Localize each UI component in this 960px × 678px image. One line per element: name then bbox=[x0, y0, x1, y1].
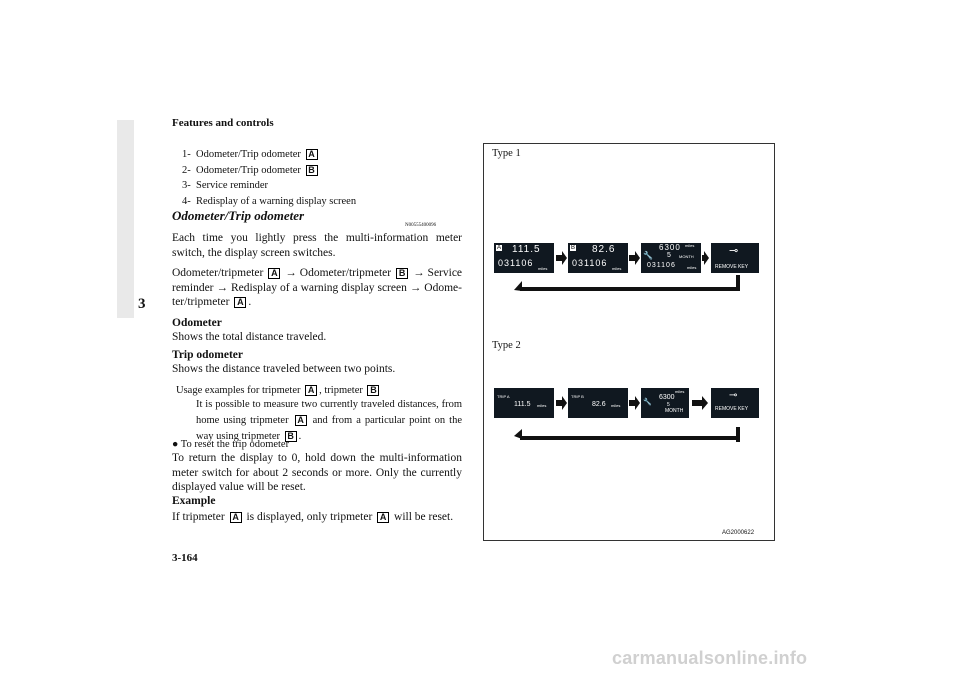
trip-label: TRIP B bbox=[571, 394, 584, 399]
display-badge: A bbox=[497, 245, 502, 251]
badge-a: A bbox=[295, 415, 307, 426]
sequence-text: . bbox=[248, 296, 252, 308]
right-arrow-icon bbox=[556, 251, 567, 265]
odometer-value: 031106 bbox=[572, 258, 608, 268]
bullet-icon: ● bbox=[172, 439, 179, 450]
service-months: 5 bbox=[667, 402, 670, 408]
section-title: Odometer/Trip odometer bbox=[172, 208, 305, 223]
list-item bbox=[182, 163, 356, 179]
watermark: carmanualsonline.info bbox=[612, 648, 808, 668]
badge-b: B bbox=[306, 165, 318, 176]
example-part: If tripmeter bbox=[172, 511, 225, 523]
usage-text: and from a particular point on the way using tripmeter bbox=[196, 415, 463, 442]
service-months: 5 bbox=[667, 252, 671, 259]
service-distance: 6300 bbox=[659, 394, 675, 401]
return-arrow-bar bbox=[520, 436, 740, 440]
warning-text: REMOVE KEY bbox=[715, 264, 749, 270]
badge-a: A bbox=[230, 512, 242, 523]
months-unit: MONTH bbox=[679, 254, 694, 259]
trip-value: 111.5 bbox=[512, 244, 541, 255]
list-item bbox=[182, 194, 356, 210]
running-header: Features and controls bbox=[172, 117, 274, 129]
list-number: 4- bbox=[182, 195, 191, 207]
odometer-value: 031106 bbox=[647, 262, 676, 269]
unit-label: miles bbox=[612, 266, 622, 271]
unit-label: miles bbox=[611, 403, 621, 408]
badge-b: B bbox=[396, 268, 408, 279]
list-text: Odometer/Trip odometer bbox=[196, 149, 301, 160]
sequence-text: → Service reminder → Redisplay of a warning display screen → Odome-ter/tripmeter bbox=[172, 267, 463, 308]
usage-text: , tripmeter bbox=[319, 385, 363, 396]
usage-text: It is possible to measure two currently traveled distances, from home using tripmeter bbox=[196, 399, 462, 426]
months-unit: MONTH bbox=[665, 408, 684, 414]
badge-a: A bbox=[234, 297, 246, 308]
badge-b: B bbox=[285, 431, 297, 442]
service-distance: 6300 bbox=[659, 243, 681, 252]
return-arrow-icon bbox=[514, 429, 522, 439]
trip-heading: Trip odometer bbox=[172, 349, 244, 361]
trip-value: 82.6 bbox=[592, 401, 606, 408]
sequence-text: Odometer/tripmeter bbox=[172, 267, 264, 279]
odometer-heading: Odometer bbox=[172, 317, 222, 329]
badge-b: B bbox=[367, 385, 379, 396]
section-code: N00555400096 bbox=[405, 223, 437, 228]
return-arrow-icon bbox=[514, 281, 522, 291]
list-item bbox=[182, 147, 356, 163]
trip-value: 82.6 bbox=[592, 244, 616, 255]
return-arrow-bar bbox=[520, 287, 740, 291]
sequence-text: → Odometer/tripmeter bbox=[285, 267, 392, 279]
badge-a: A bbox=[306, 149, 318, 160]
unit-label: miles bbox=[537, 403, 547, 408]
example-heading: Example bbox=[172, 495, 216, 507]
example-part: will be reset. bbox=[394, 511, 454, 523]
trip-label: TRIP A bbox=[497, 394, 510, 399]
unit-label: miles bbox=[685, 243, 695, 248]
example-part: is displayed, only tripmeter bbox=[246, 511, 373, 523]
right-arrow-icon bbox=[556, 396, 567, 410]
example-text bbox=[172, 510, 462, 525]
type2-label: Type 2 bbox=[492, 340, 521, 351]
key-icon: ⊸ bbox=[729, 390, 738, 401]
list-text: Odometer/Trip odometer bbox=[196, 164, 301, 176]
wrench-icon: 🔧 bbox=[643, 251, 653, 260]
chapter-number: 3 bbox=[138, 296, 146, 312]
list-number: 3- bbox=[182, 180, 191, 191]
usage-text: . bbox=[298, 431, 302, 442]
list-number: 2- bbox=[182, 164, 191, 176]
badge-a: A bbox=[305, 385, 317, 396]
odometer-value: 031106 bbox=[498, 258, 534, 268]
display-illustration bbox=[483, 143, 775, 541]
wrench-icon: 🔧 bbox=[643, 399, 652, 406]
usage-text: Usage examples for tripmeter bbox=[176, 385, 301, 396]
right-arrow-icon bbox=[692, 396, 708, 410]
list-number: 1- bbox=[182, 149, 191, 160]
odometer-text: Shows the total distance traveled. bbox=[172, 331, 327, 343]
list-item bbox=[182, 178, 356, 194]
warning-text: REMOVE KEY bbox=[715, 406, 749, 412]
chapter-tab bbox=[117, 120, 134, 318]
badge-a: A bbox=[268, 268, 280, 279]
type1-label: Type 1 bbox=[492, 148, 521, 159]
key-icon: ⊸ bbox=[729, 245, 739, 257]
paragraph-sequence bbox=[172, 266, 462, 310]
flow-arrows bbox=[484, 144, 774, 540]
reset-text: To return the display to 0, hold down the multi-information meter switch for about 2 seconds or more. Only the currently displayed value will be reset. bbox=[172, 452, 462, 493]
list-text: Redisplay of a warning display screen bbox=[196, 195, 357, 207]
list-text: Service reminder bbox=[196, 180, 269, 191]
trip-value: 111.5 bbox=[514, 401, 531, 408]
right-arrow-icon bbox=[702, 251, 709, 265]
badge-a: A bbox=[377, 512, 389, 523]
bullet-text: To reset the trip odometer bbox=[180, 439, 290, 450]
unit-label: miles bbox=[538, 266, 548, 271]
right-arrow-icon bbox=[629, 251, 640, 265]
unit-label: miles bbox=[687, 265, 697, 270]
trip-text: Shows the distance traveled between two points. bbox=[172, 363, 396, 375]
figure-id: AG2000622 bbox=[722, 530, 755, 536]
paragraph-intro: Each time you lightly press the multi-information meter switch, the display screen switches. bbox=[172, 232, 462, 259]
page-number: 3-164 bbox=[172, 552, 198, 564]
right-arrow-icon bbox=[629, 396, 640, 410]
display-badge: B bbox=[571, 245, 576, 251]
numbered-list bbox=[182, 147, 356, 209]
unit-label: miles bbox=[675, 389, 685, 394]
